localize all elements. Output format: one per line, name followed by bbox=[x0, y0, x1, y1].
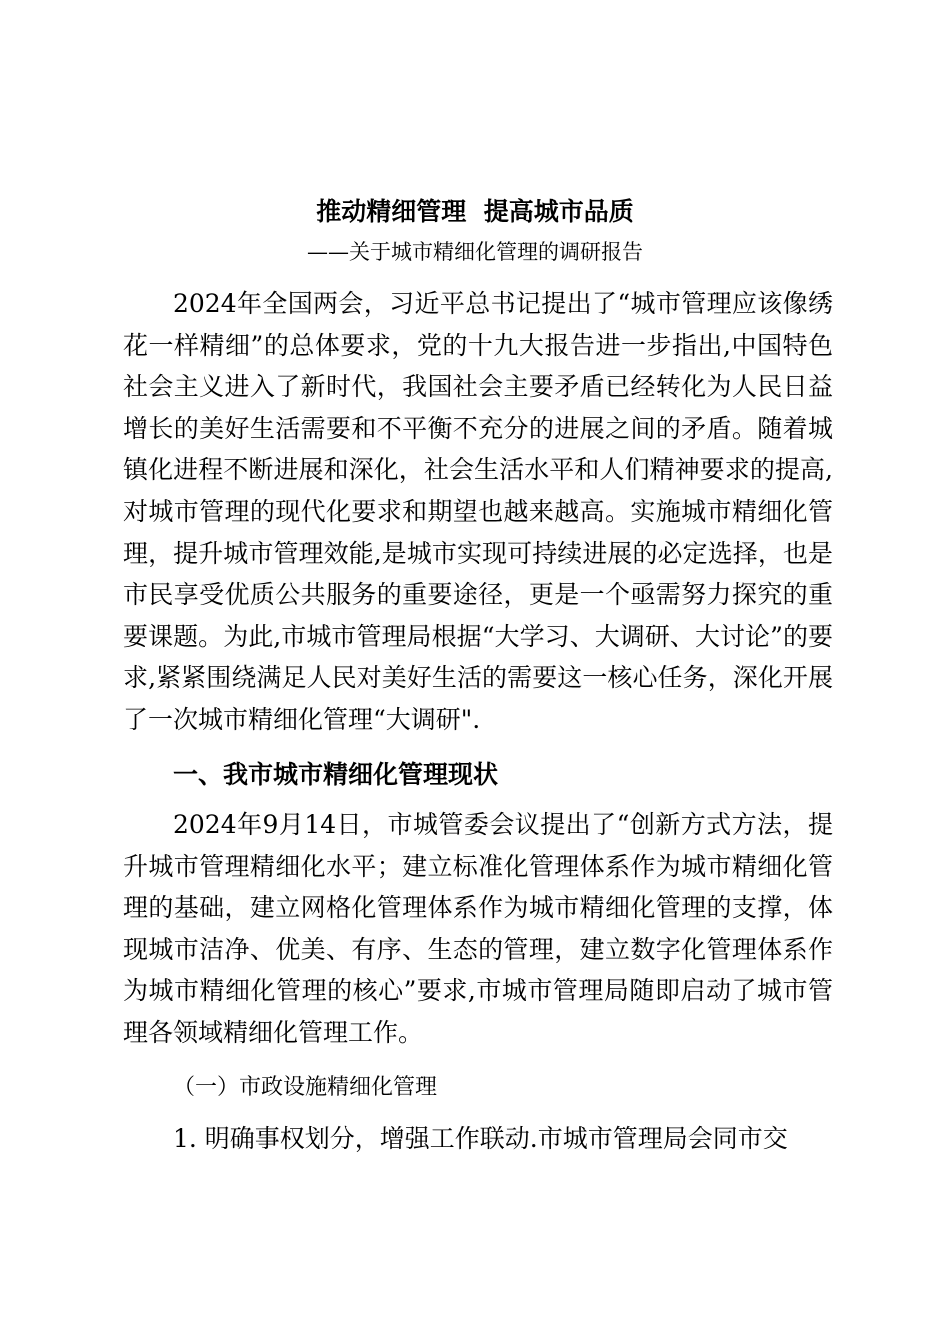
section-heading: 一、我市城市精细化管理现状 bbox=[173, 760, 499, 789]
section-paragraph: 2024年9月14日，市城管委会议提出了“创新方式方法，提升城市管理精细化水平；建立标准化管理体系作为城市精细化管理的基础，建立网格化管理体系作为城市精细化管理的支撑，体现城市洁净、优美、有序、生态的管理，建立数字化管理体系作为城市精细化管理的核心”要求,市城市管理局随即启动了城市管理各领域精细化管理工作。 bbox=[123, 810, 833, 1047]
section-body bbox=[123, 804, 833, 1054]
intro-paragraph: 2024年全国两会，习近平总书记提出了“城市管理应该像绣花一样精细”的总体要求，党的十九大报告进一步指出,中国特色社会主义进入了新时代，我国社会主要矛盾已经转化为人民日益增长的美好生活需要和不平衡不充分的进展之间的矛盾。随着城镇化进程不断进展和深化，社会生活水平和人们精神要求的提高,对城市管理的现代化要求和期望也越来越高。实施城市精细化管理，提升城市管理效能,是城市实现可持续进展的必定选择，也是市民享受优质公共服务的重要途径，更是一个亟需努力探究的重要课题。为此,市城市管理局根据“大学习、大调研、大讨论”的要求,紧紧围绕满足人民对美好生活的需要这一核心任务，深化开展了一次城市精细化管理“大调研". bbox=[123, 289, 833, 734]
document-subtitle: ——关于城市精细化管理的调研报告 bbox=[307, 240, 643, 264]
document-title: 推动精细管理 提高城市品质 bbox=[316, 197, 634, 226]
subsection-heading: （一）市政设施精细化管理 bbox=[173, 1075, 438, 1100]
item-section bbox=[123, 1118, 833, 1160]
intro-section bbox=[123, 283, 833, 741]
item-paragraph: 1. 明确事权划分，增强工作联动.市城市管理局会同市交 bbox=[173, 1124, 788, 1153]
